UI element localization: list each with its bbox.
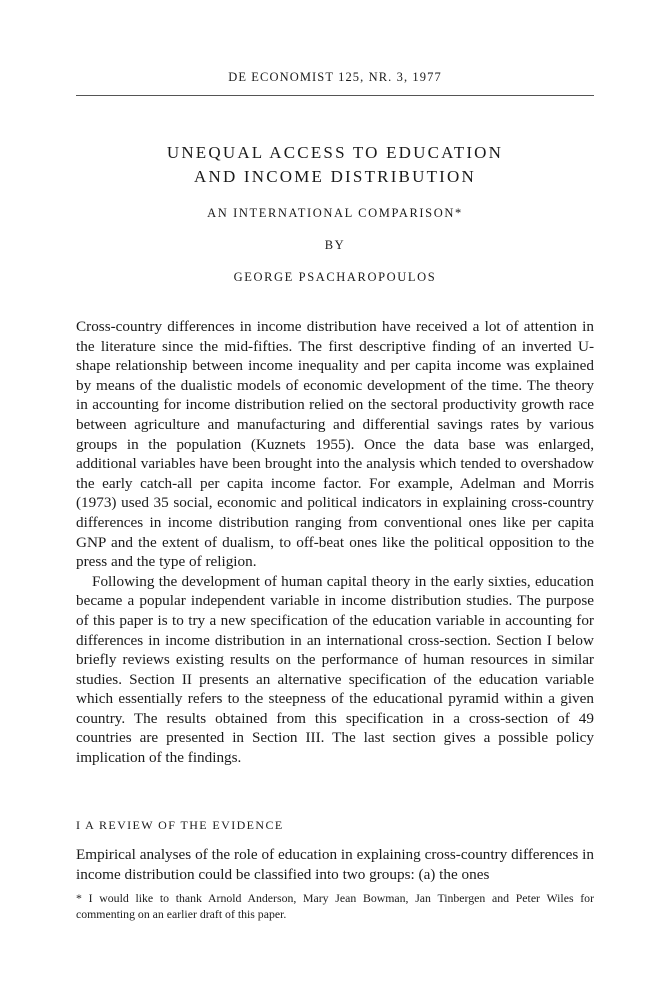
section-1-text	[76, 845, 594, 884]
author-name: GEORGE PSACHAROPOULOS	[233, 270, 437, 284]
byline-by: BY	[324, 238, 346, 252]
section-heading: I A REVIEW OF THE EVIDENCE	[76, 818, 284, 832]
header-rule	[76, 95, 594, 96]
article-title-line-2: AND INCOME DISTRIBUTION	[194, 167, 476, 186]
paragraph-2: Following the development of human capital theory in the early sixties, education became a popular independent variable in income distribution studies. The purpose of this paper is to try a new specification of the education variable in accounting for differences in income distribution in an international cross-section. Section I below briefly reviews existing results on the performance of human resources in similar studies. Section II presents an alternative specification of the education variable which essentially refers to the steepness of the educational pyramid within a given country. The results obtained from this specification in a cross-section of 49 countries are presented in Section III. The last section gives a possible policy implication of the findings.	[76, 572, 594, 767]
article-subtitle: AN INTERNATIONAL COMPARISON*	[207, 206, 463, 220]
section-1-paragraph: Empirical analyses of the role of education in explaining cross-country differences in income distribution could be classified into two groups: (a) the ones	[76, 846, 594, 883]
running-head: DE ECONOMIST 125, NR. 3, 1977	[228, 70, 442, 84]
body-text	[76, 317, 594, 768]
footnote: * I would like to thank Arnold Anderson, Mary Jean Bowman, Jan Tinbergen and Peter Wiles for commenting on an earlier draft of this paper.	[76, 891, 594, 921]
article-title-line-1: UNEQUAL ACCESS TO EDUCATION	[166, 143, 504, 162]
paragraph-1: Cross-country differences in income distribution have received a lot of attention in the literature since the mid-fifties. The first descriptive finding of an inverted U-shape relationship between income inequality and per capita income was explained by means of the dualistic models of economic development of the time. The theory in accounting for income distribution relied on the sectoral productivity growth race between agriculture and manufacturing and differential savings rates by various groups in the population (Kuznets 1955). Once the data base was enlarged, additional variables have been brought into the analysis which tended to overshadow the early catch-all per capita income factor. For example, Adelman and Morris (1973) used 35 social, economic and political indicators in explaining cross-country differences in income distribution ranging from conventional ones like per capita GNP and the extent of dualism, to off-beat ones like the political opposition to the press and the type of religion.	[76, 318, 594, 571]
